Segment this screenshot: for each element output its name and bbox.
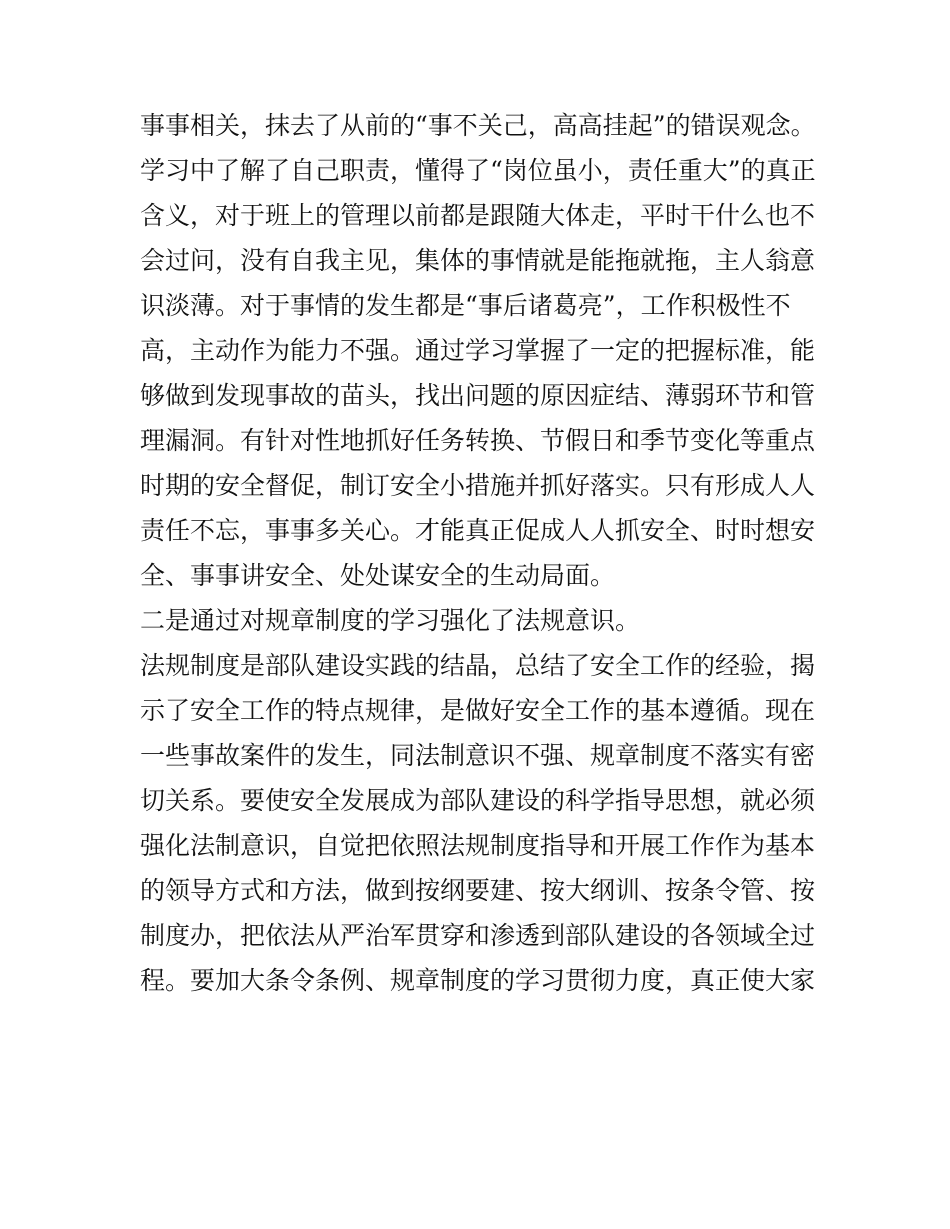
text-line: 学习中了解了自己职责，懂得了“岗位虽小，责任重大”的真正 <box>140 156 816 185</box>
text-line: 理漏洞。有针对性地抓好任务转换、节假日和季节变化等重点 <box>140 426 816 455</box>
body-text <box>140 103 820 1003</box>
text-line: 事事相关，抹去了从前的“事不关己，高高挂起”的错误观念。 <box>140 111 816 140</box>
text-line: 会过问，没有自我主见，集体的事情就是能拖就拖，主人翁意 <box>140 246 816 275</box>
text-line: 一些事故案件的发生，同法制意识不强、规章制度不落实有密 <box>140 741 816 770</box>
text-line: 法规制度是部队建设实践的结晶，总结了安全工作的经验，揭 <box>140 651 816 680</box>
text-line: 高，主动作为能力不强。通过学习掌握了一定的把握标准，能 <box>140 336 816 365</box>
text-line: 切关系。要使安全发展成为部队建设的科学指导思想，就必须 <box>140 786 816 815</box>
text-line: 识淡薄。对于事情的发生都是“事后诸葛亮”，工作积极性不 <box>140 291 791 320</box>
section-heading-line: 二是通过对规章制度的学习强化了法规意识。 <box>140 606 641 635</box>
text-line: 的领导方式和方法，做到按纲要建、按大纲训、按条令管、按 <box>140 876 816 905</box>
text-line: 含义，对于班上的管理以前都是跟随大体走，平时干什么也不 <box>140 201 816 230</box>
text-line: 制度办，把依法从严治军贯穿和渗透到部队建设的各领域全过 <box>140 921 816 950</box>
text-line: 程。要加大条令条例、规章制度的学习贯彻力度，真正使大家 <box>140 966 816 995</box>
text-line: 够做到发现事故的苗头，找出问题的原因症结、薄弱环节和管 <box>140 381 816 410</box>
text-line: 责任不忘，事事多关心。才能真正促成人人抓安全、时时想安 <box>140 516 816 545</box>
text-line: 强化法制意识，自觉把依照法规制度指导和开展工作作为基本 <box>140 831 816 860</box>
text-line: 示了安全工作的特点规律，是做好安全工作的基本遵循。现在 <box>140 696 816 725</box>
text-line: 时期的安全督促，制订安全小措施并抓好落实。只有形成人人 <box>140 471 816 500</box>
text-line: 全、事事讲安全、处处谋安全的生动局面。 <box>140 561 616 590</box>
